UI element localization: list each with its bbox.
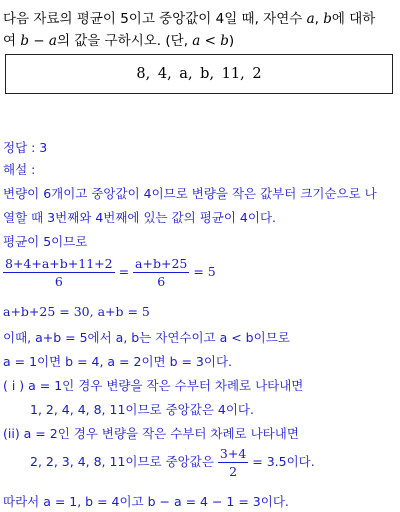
fraction-denominator: 2 — [229, 464, 238, 479]
fraction-numerator: 3+4 — [219, 446, 247, 461]
solution-line-3: 평균이 5이므로 — [3, 234, 88, 249]
expression: b − a — [20, 33, 57, 49]
answer: 정답 : 3 — [3, 140, 48, 155]
case-i-heading: ( i ) a = 1인 경우 변량을 작은 수부터 차례로 나타내면 — [3, 378, 304, 393]
solution-line-7: a = 1이면 b = 4, a = 2이면 b = 3이다. — [3, 354, 232, 369]
equals-sign: = — [118, 264, 130, 279]
case-ii-text: 2, 2, 3, 4, 8, 11이므로 중앙값은 — [30, 454, 214, 469]
fraction-simplified — [133, 256, 189, 289]
var-b: b — [323, 11, 332, 27]
question-text: 의 값을 구하시오. (단, — [56, 33, 193, 49]
condition: a < b — [192, 33, 229, 49]
solution-line-1: 변량이 6개이고 중앙값이 4이므로 변량을 작은 값부터 크기순으로 나 — [3, 186, 377, 201]
fraction-denominator: 6 — [54, 274, 63, 289]
solution-line-5 — [3, 304, 150, 319]
fraction-sum — [3, 256, 115, 289]
case-ii-heading: (ii) a = 2인 경우 변량을 작은 수부터 차례로 나타내면 — [3, 426, 299, 441]
fraction-denominator: 6 — [157, 274, 166, 289]
data-values: 8, 4, a, b, 11, 2 — [136, 66, 262, 82]
question-text: 다음 자료의 평균이 5이고 중앙값이 4일 때, 자연수 — [3, 11, 307, 27]
question-text: 여 — [3, 33, 21, 49]
question-text: 에 대하 — [331, 11, 376, 27]
var-a: a — [306, 11, 315, 27]
solution-line-6: 이때, a+b = 5에서 a, b는 자연수이고 a < b이므로 — [3, 330, 290, 345]
case-i-result: 1, 2, 4, 4, 8, 11이므로 중앙값은 4이다. — [30, 402, 254, 417]
fraction-numerator: 8+4+a+b+11+2 — [5, 256, 113, 271]
solution-line-2: 열할 때 3번째와 4번째에 있는 값의 평균이 4이다. — [3, 210, 276, 225]
case-ii-result — [30, 446, 315, 479]
equation-result: = 5 — [193, 264, 216, 279]
fraction-median — [218, 446, 248, 479]
case-ii-tail: = 3.5이다. — [252, 454, 315, 469]
question-text: ) — [228, 33, 235, 49]
equation-text: a+b+25 = 30, a+b = 5 — [3, 304, 150, 319]
question-line-2 — [3, 29, 234, 49]
fraction-numerator: a+b+25 — [135, 256, 188, 271]
data-box — [5, 54, 393, 94]
conclusion-line: 따라서 a = 1, b = 4이고 b − a = 4 − 1 = 3이다. — [3, 494, 289, 509]
question-line-1 — [3, 7, 375, 27]
comma: , — [314, 11, 324, 27]
mean-equation — [3, 256, 216, 289]
explanation-label: 해설 : — [3, 162, 36, 177]
